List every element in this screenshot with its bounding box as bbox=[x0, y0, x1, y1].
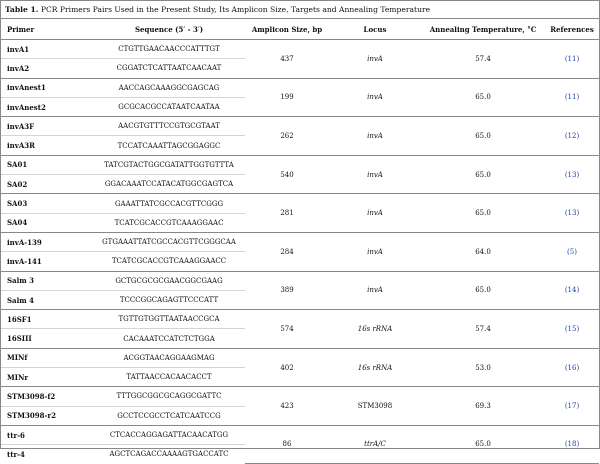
annealing-temp: 64.0 bbox=[421, 232, 545, 271]
locus: invA bbox=[329, 117, 421, 156]
primer-sequence: AACGTGTTTCCGTGCGTAAT bbox=[93, 117, 245, 136]
primer-name: ttr-4 bbox=[7, 449, 25, 459]
caption-label: Table 1. bbox=[5, 5, 39, 14]
primer-name: SA04 bbox=[1, 213, 93, 232]
header-references: References bbox=[545, 19, 599, 40]
reference-link[interactable]: (14) bbox=[545, 271, 599, 310]
locus: STM3098 bbox=[329, 387, 421, 426]
primer-sequence: GAAATTATCGCCACGTTCGGG bbox=[93, 194, 245, 213]
primer-name: invA3F bbox=[1, 117, 93, 136]
primer-name: invA1 bbox=[1, 40, 93, 59]
primer-name: STM3098-r2 bbox=[1, 406, 93, 425]
table-row bbox=[1, 271, 599, 290]
header-temp: Annealing Temperature, °C bbox=[421, 19, 545, 40]
table-row bbox=[1, 348, 599, 367]
primer-name: invA3R bbox=[1, 136, 93, 155]
primer-sequence: CTGTTGAACAACCCATTTGT bbox=[93, 40, 245, 59]
annealing-temp: 53.0 bbox=[421, 348, 545, 387]
annealing-temp: 57.4 bbox=[421, 310, 545, 349]
amplicon-size: 437 bbox=[245, 40, 329, 79]
reference-link[interactable]: (5) bbox=[545, 232, 599, 271]
primer-name: 16SF1 bbox=[1, 310, 93, 329]
locus: ttrA/C bbox=[329, 425, 421, 463]
primer-sequence: TATCGTACTGGCGATATTGGTGTTTA bbox=[93, 155, 245, 174]
primer-sequence: CGGATCTCATTAATCAACAAT bbox=[93, 59, 245, 78]
primer-sequence: AACCAGCAAAGGCGAGCAG bbox=[93, 78, 245, 97]
locus: invA bbox=[329, 78, 421, 117]
locus: invA bbox=[329, 271, 421, 310]
primer-name: SA03 bbox=[1, 194, 93, 213]
table-row bbox=[1, 194, 599, 213]
primer-sequence: TCATCGCACCGTCAAAGGAAC bbox=[93, 213, 245, 232]
primer-name: invA-141 bbox=[1, 252, 93, 271]
table-row bbox=[1, 387, 599, 406]
annealing-temp: 65.0 bbox=[421, 194, 545, 233]
header-sequence: Sequence (5′ - 3′) bbox=[93, 19, 245, 40]
amplicon-size: 284 bbox=[245, 232, 329, 271]
primer-name: MINr bbox=[1, 368, 93, 387]
annealing-temp: 69.3 bbox=[421, 387, 545, 426]
primer-name: ttr-6 bbox=[1, 425, 93, 444]
table-caption bbox=[1, 1, 599, 19]
reference-link[interactable]: (11) bbox=[545, 40, 599, 79]
reference-link[interactable]: (11) bbox=[545, 78, 599, 117]
amplicon-size: 199 bbox=[245, 78, 329, 117]
amplicon-size: 389 bbox=[245, 271, 329, 310]
reference-link[interactable]: (18) bbox=[545, 425, 599, 463]
reference-link[interactable]: (15) bbox=[545, 310, 599, 349]
table-row bbox=[1, 155, 599, 174]
table-body bbox=[1, 40, 599, 464]
amplicon-size: 574 bbox=[245, 310, 329, 349]
locus: invA bbox=[329, 40, 421, 79]
caption-text: PCR Primers Pairs Used in the Present Study, Its Amplicon Size, Targets and Annealing Temperature bbox=[40, 5, 431, 14]
primer-name: 16SIII bbox=[1, 329, 93, 348]
primer-sequence: CTCACCAGGAGATTACAACATGG bbox=[93, 425, 245, 444]
primer-sequence: GCGCACGCCATAATCAATAA bbox=[93, 97, 245, 116]
primer-sequence: TGTTGTGGTTAATAACCGCA bbox=[93, 310, 245, 329]
amplicon-size: 262 bbox=[245, 117, 329, 156]
table-row bbox=[1, 310, 599, 329]
primer-sequence: TCATCGCACCGTCAAAGGAACC bbox=[93, 252, 245, 271]
table-row bbox=[1, 425, 599, 444]
primer-name: invAnest1 bbox=[1, 78, 93, 97]
reference-link[interactable]: (17) bbox=[545, 387, 599, 426]
header-primer: Primer bbox=[1, 19, 93, 40]
annealing-temp: 65.0 bbox=[421, 78, 545, 117]
table-row bbox=[1, 40, 599, 59]
amplicon-size: 423 bbox=[245, 387, 329, 426]
primer-name: MINf bbox=[1, 348, 93, 367]
reference-link[interactable]: (12) bbox=[545, 117, 599, 156]
header-row bbox=[1, 19, 599, 40]
primer-name: SA01 bbox=[1, 155, 93, 174]
locus: invA bbox=[329, 194, 421, 233]
annealing-temp: 57.4 bbox=[421, 40, 545, 79]
reference-link[interactable]: (13) bbox=[545, 194, 599, 233]
locus: 16s rRNA bbox=[329, 310, 421, 349]
primer-sequence: GCCTCCGCCTCATCAATCCG bbox=[93, 406, 245, 425]
primer-sequence: TTTGGCGGCGCAGGCGATTC bbox=[93, 387, 245, 406]
table-row bbox=[1, 232, 599, 251]
amplicon-size: 402 bbox=[245, 348, 329, 387]
primer-sequence: GGACAAATCCATACATGGCGAGTCA bbox=[93, 175, 245, 194]
primer-name: Salm 4 bbox=[1, 290, 93, 309]
locus: 16s rRNA bbox=[329, 348, 421, 387]
primer-name: STM3098-f2 bbox=[1, 387, 93, 406]
primer-sequence: TCCCGGCAGAGTTCCCATT bbox=[93, 290, 245, 309]
locus: invA bbox=[329, 232, 421, 271]
primer-name: invA2 bbox=[1, 59, 93, 78]
amplicon-size: 281 bbox=[245, 194, 329, 233]
table-row bbox=[1, 78, 599, 97]
annealing-temp: 65.0 bbox=[421, 155, 545, 194]
primer-sequence: GTGAAATTATCGCCACGTTCGGGCAA bbox=[93, 232, 245, 251]
reference-link[interactable]: (13) bbox=[545, 155, 599, 194]
primer-sequence: AGCTCAGACCAAAAGTGACCATC bbox=[109, 450, 229, 459]
annealing-temp: 65.0 bbox=[421, 425, 545, 463]
primer-sequence: GCTGCGCGCGAACGGCGAAG bbox=[93, 271, 245, 290]
table-row bbox=[1, 117, 599, 136]
primer-sequence: ACGGTAACAGGAAGMAG bbox=[93, 348, 245, 367]
reference-link[interactable]: (16) bbox=[545, 348, 599, 387]
primer-name: invAnest2 bbox=[1, 97, 93, 116]
primer-name: invA-139 bbox=[1, 232, 93, 251]
locus: invA bbox=[329, 155, 421, 194]
primer-name: SA02 bbox=[1, 175, 93, 194]
amplicon-size: 86 bbox=[245, 425, 329, 463]
primer-table bbox=[1, 19, 599, 464]
amplicon-size: 540 bbox=[245, 155, 329, 194]
annealing-temp: 65.0 bbox=[421, 271, 545, 310]
header-locus: Locus bbox=[329, 19, 421, 40]
header-size: Amplicon Size, bp bbox=[245, 19, 329, 40]
primer-sequence: CACAAATCCATCTCTGGA bbox=[93, 329, 245, 348]
primer-name: Salm 3 bbox=[1, 271, 93, 290]
primer-sequence: TCCATCAAATTAGCGGAGGC bbox=[93, 136, 245, 155]
primer-sequence: TATTAACCACAACACCT bbox=[93, 368, 245, 387]
annealing-temp: 65.0 bbox=[421, 117, 545, 156]
